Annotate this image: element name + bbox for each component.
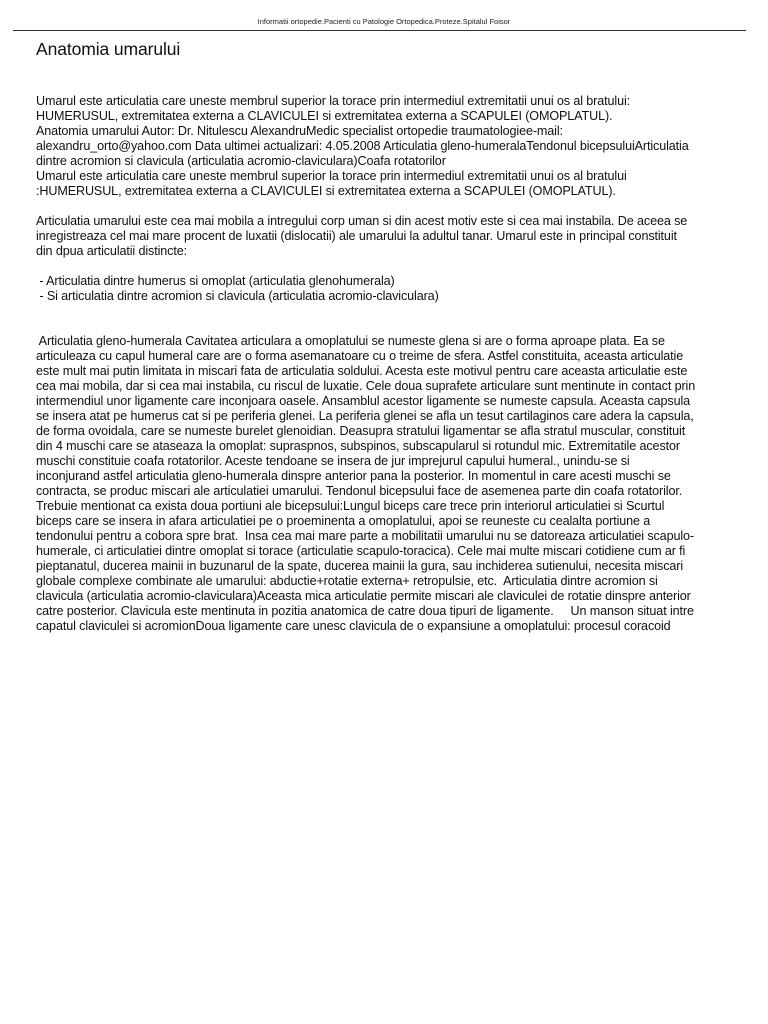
text-line: tendonului pentru a cobora spre brat. Insa cea mai mare parte a mobilitatii umarului nu se datoreaza articulatiei scapulo- (36, 529, 694, 543)
details-paragraph (36, 334, 729, 634)
article-body (36, 94, 729, 634)
text-line: articuleaza cu capul humeral care are o forma asemanatoare cu o treime de sfera. Astfel constituita, aceasta articulatie (36, 349, 684, 363)
text-line: Umarul este articulatia care uneste membrul superior la torace prin intermediul extremitatii unui os al bratului: (36, 94, 631, 108)
text-line: din dpua articulatii distincte: (36, 244, 187, 258)
text-line: este mult mai putin limitata in miscari fata de articulatia soldului. Acesta este motivul pentru care aceasta articulatie este (36, 364, 688, 378)
text-line: din 4 muschi care se ataseaza la omoplat: supraspnos, subspinos, subscapularul si rotundul mic. Extremitatile acestor (36, 439, 680, 453)
text-line: humerale, ci articulatiei dintre omoplat si torace (articulatie scapulo-toracica). Cele mai multe miscari cotidiene cum ar fi (36, 544, 686, 558)
list-item: - Articulatia dintre humerus si omoplat (articulatia glenohumerala) (36, 274, 395, 288)
text-line: se insera atat pe humerus cat si pe periferia glenei. La periferia glenei se afla un tesut cartilaginos care adera la capsula, (36, 409, 694, 423)
text-line: clavicula (articulatia acromio-claviculara)Aceasta mica articulatie permite miscari ale claviculei de rotatie dinspre anterior (36, 589, 691, 603)
text-line: Articulatia gleno-humerala Cavitatea articulara a omoplatului se numeste glena si are o forma aproape plata. Ea se (36, 334, 665, 348)
text-line: Articulatia umarului este cea mai mobila a intregului corp uman si din acest motiv este si cea mai instabila. De aceea se (36, 214, 688, 228)
text-line: :HUMERUSUL, extremitatea externa a CLAVICULEI si extremitatea externa a SCAPULEI (OMOPLATUL). (36, 184, 616, 198)
mobility-paragraph (36, 214, 729, 259)
text-line: biceps care se insera in afara articulatiei pe o proeminenta a omoplatului, apoi se reuneste cu cealalta portiune a (36, 514, 651, 528)
list-item: - Si articulatia dintre acromion si clavicula (articulatia acromio-claviculara) (36, 289, 439, 303)
joints-list (36, 274, 729, 304)
text-line: HUMERUSUL, extremitatea externa a CLAVICULEI si extremitatea externa a SCAPULEI (OMOPLATUL). (36, 109, 613, 123)
header-divider (13, 30, 746, 31)
page-title: Anatomia umarului (36, 39, 181, 59)
text-line: capatul claviculei si acromionDoua ligamente care unesc clavicula de o expansiune a omoplatului: procesul coracoid (36, 619, 671, 633)
text-line: intermendiul unor ligamente care inconjoara oasele. Ansamblul acestor ligamente se numeste capsula. Aceasta capsula (36, 394, 691, 408)
text-line: inconjurand astfel articulatia gleno-humerala dinspre anterior pana la posterior. In momentul in care acesti muschi se (36, 469, 671, 483)
paragraph-spacer (36, 304, 729, 334)
text-line: pieptanatul, ducerea mainii in buzunarul de la spate, ducerea mainii la gura, sau inchiderea sutienului, necesita miscari (36, 559, 684, 573)
paragraph-spacer (36, 199, 729, 214)
text-line: muschi constituie coafa rotatorilor. Aceste tendoane se insera de jur imprejurul capului humeral., unindu-se si (36, 454, 630, 468)
running-header: Informatii ortopedie.Pacienti cu Patologie Ortopedica.Proteze.Spitalul Foisor (257, 17, 511, 26)
text-line: globale complexe combinate ale umarului: abductie+rotatie externa+ retropulsie, etc. Articulatia dintre acromion si (36, 574, 658, 588)
text-line: de forma ovoidala, care se numeste burelet glenoidian. Deasupra stratului ligamentar se afla stratul muscular, constituit (36, 424, 686, 438)
text-line: Umarul este articulatia care uneste membrul superior la torace prin intermediul extremitatii unui os al bratului (36, 169, 627, 183)
text-line: dintre acromion si clavicula (articulatia acromio-claviculara)Coafa rotatorilor (36, 154, 446, 168)
paragraph-spacer (36, 259, 729, 274)
text-line: inregistreaza cel mai mare procent de luxatii (dislocatii) ale umarului la adultul tanar. Umarul este in principal constituit (36, 229, 677, 243)
text-line: alexandru_orto@yahoo.com Data ultimei actualizari: 4.05.2008 Articulatia gleno-humeralaTendonul bicepsuluiArticulatia (36, 139, 689, 153)
text-line: cea mai mobila, dar si cea mai instabila, cu riscul de luxatie. Cele doua suprafete articulare sunt mentinute in contact prin (36, 379, 696, 393)
text-line: Trebuie mentionat ca exista doua portiuni ale bicepsului:Lungul biceps care trece prin interiorul articulatiei si Scurtul (36, 499, 665, 513)
text-line: Anatomia umarului Autor: Dr. Nitulescu AlexandruMedic specialist ortopedie traumatologiee-mail: (36, 124, 563, 138)
text-line: catre posterior. Clavicula este mentinuta in pozitia anatomica de catre doua tipuri de ligamente. Un manson situat intre (36, 604, 694, 618)
text-line: contracta, se produc miscari ale articulatiei umarului. Tendonul bicepsului face de asemenea parte din coafa rotatorilor. (36, 484, 683, 498)
intro-paragraph (36, 94, 729, 199)
